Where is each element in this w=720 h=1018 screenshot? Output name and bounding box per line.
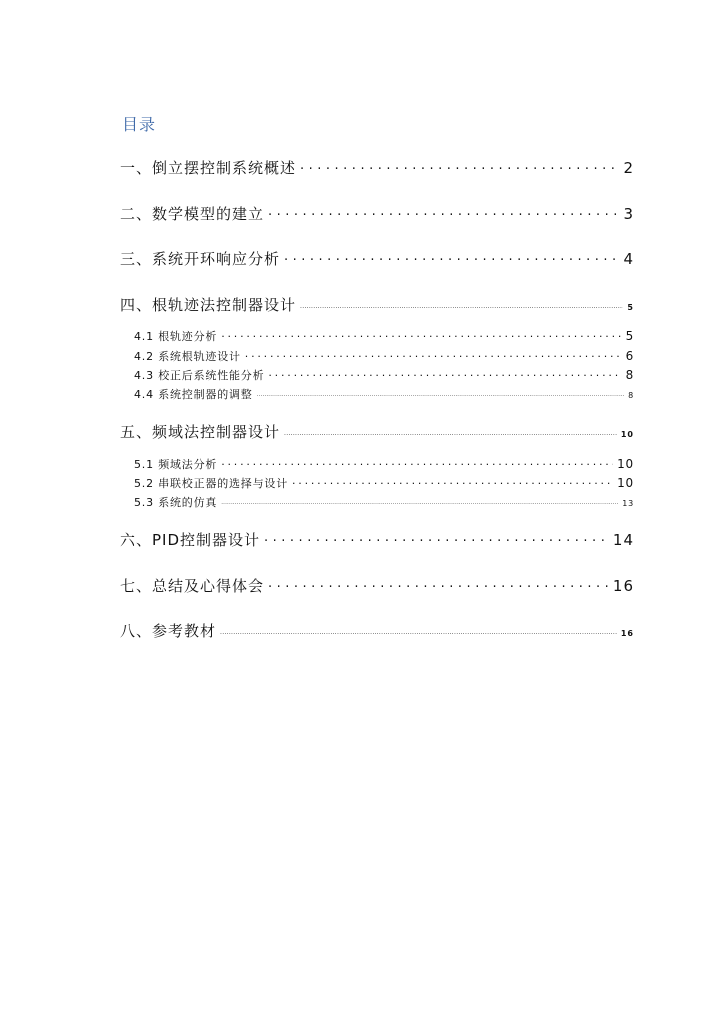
toc-entry-6[interactable] [120,529,634,550]
toc-entry-label: 5.2 串联校正器的选择与设计 [134,477,288,490]
toc-entry-label: 三、系统开环响应分析 [120,250,281,268]
toc-entry-4-2[interactable] [134,348,634,364]
toc-entry-page: 3 [623,205,634,223]
toc-entry-page: 2 [623,159,634,177]
toc-entry-page: 6 [625,349,634,363]
dot-leader [300,160,619,173]
toc-entry-page: 8 [628,391,634,400]
dot-leader [300,304,623,310]
toc-heading: 目录 [122,115,157,134]
toc-entry-label: 4.1 根轨迹分析 [134,330,218,343]
dot-leader [284,251,619,264]
toc-entry-label: 一、倒立摆控制系统概述 [120,159,297,177]
dot-leader [284,431,617,437]
toc-entry-7[interactable] [120,575,634,596]
toc-entry-2[interactable] [120,203,634,224]
toc-entry-page: 14 [612,531,634,549]
toc-entry-label: 5.3 系统的仿真 [134,496,218,509]
toc-entry-page: 4 [623,250,634,268]
dot-leader [220,630,617,636]
toc-entry-8[interactable] [120,620,634,641]
toc-entry-3[interactable] [120,248,634,269]
toc-entry-label: 4.4 系统控制器的调整 [134,388,253,401]
toc-entry-5-2[interactable] [134,475,634,491]
toc-entry-page: 10 [617,457,634,471]
toc-entry-label: 四、根轨迹法控制器设计 [120,296,297,314]
toc-entry-1[interactable] [120,157,634,178]
toc-entry-label: 4.3 校正后系统性能分析 [134,369,265,382]
dot-leader [268,578,609,591]
toc-entry-4-3[interactable] [134,367,634,383]
toc-entry-page: 8 [625,368,634,382]
dot-leader [268,368,621,379]
toc-entry-5-3[interactable] [134,494,634,510]
dot-leader [221,329,621,340]
dot-leader [257,393,625,399]
toc-entry-label: 六、PID控制器设计 [120,531,261,549]
dot-leader [292,476,613,487]
toc-entry-5-1[interactable] [134,456,634,472]
toc-entry-page: 5 [625,329,634,343]
toc-entry-page: 16 [612,577,634,595]
toc-entry-page: 5 [627,303,634,312]
toc-entry-label: 七、总结及心得体会 [120,577,265,595]
toc-entry-label: 二、数学模型的建立 [120,205,265,223]
dot-leader [221,457,613,468]
dot-leader [268,206,619,219]
dot-leader [245,349,622,360]
toc-entry-page: 10 [620,430,634,439]
toc-entry-5[interactable] [120,421,634,442]
dot-leader [221,501,618,507]
toc-entry-label: 5.1 频域法分析 [134,458,218,471]
toc-entry-4-4[interactable] [134,386,634,402]
toc-entry-page: 16 [620,629,634,638]
toc-entry-label: 五、频域法控制器设计 [120,423,281,441]
toc-entry-4-1[interactable] [134,328,634,344]
toc-entry-4[interactable] [120,294,634,315]
toc-entry-page: 10 [617,476,634,490]
toc-entry-label: 八、参考教材 [120,622,217,640]
toc-entry-label: 4.2 系统根轨迹设计 [134,350,241,363]
dot-leader [264,532,609,545]
toc-entry-page: 13 [622,499,634,508]
